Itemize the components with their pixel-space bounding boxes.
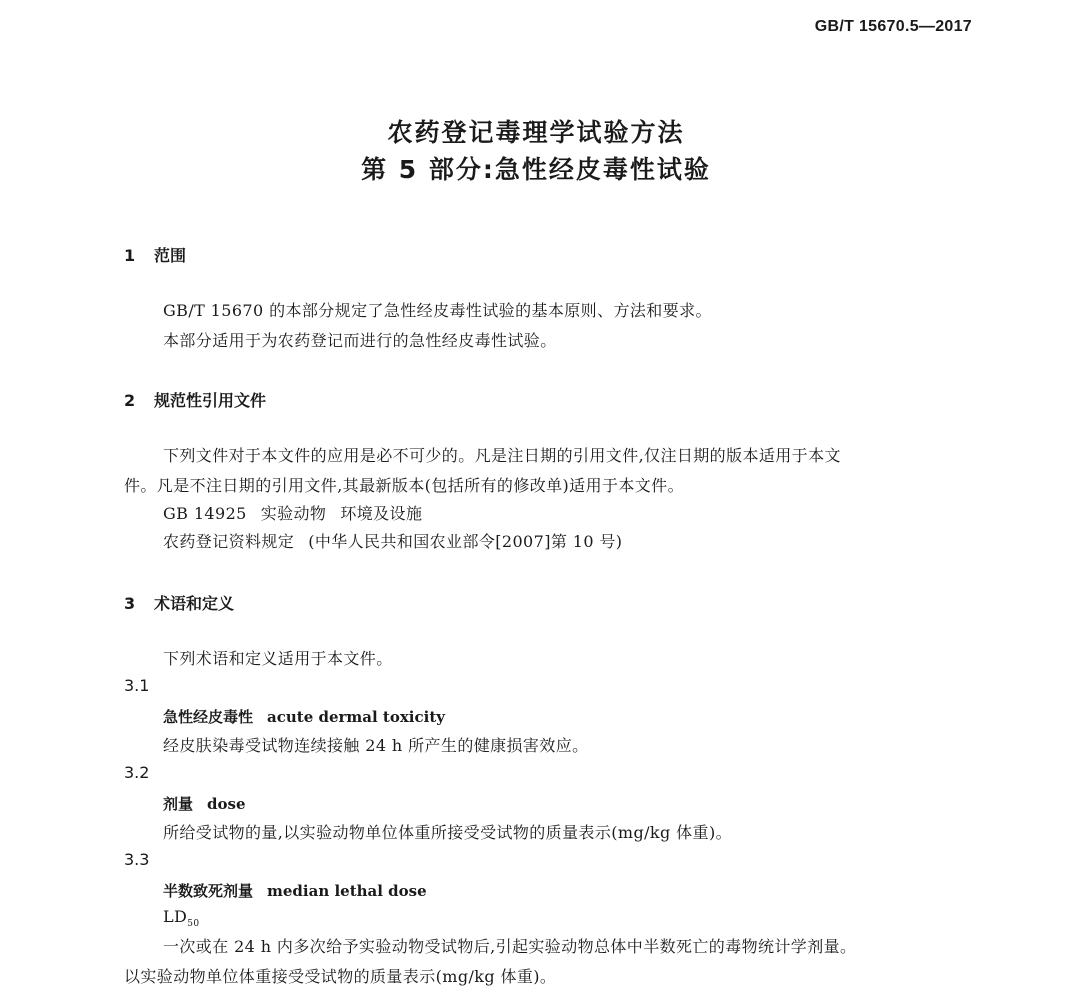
section-1-paragraph-1: GB/T 15670 的本部分规定了急性经皮毒性试验的基本原则、方法和要求。: [163, 301, 712, 320]
term-heading: [163, 880, 427, 901]
term-definition: 经皮肤染毒受试物连续接触 24 h 所产生的健康损害效应。: [163, 736, 589, 755]
section-1-paragraph-2: 本部分适用于为农药登记而进行的急性经皮毒性试验。: [163, 331, 557, 350]
reference-code: GB 14925: [163, 504, 247, 523]
section-number: 3: [124, 594, 136, 613]
section-2-paragraph-line-2: 件。凡是不注日期的引用文件,其最新版本(包括所有的修改单)适用于本文件。: [124, 476, 684, 495]
term-definition: 所给受试物的量,以实验动物单位体重所接受受试物的质量表示(mg/kg 体重)。: [163, 823, 732, 842]
document-title: 农药登记毒理学试验方法: [387, 118, 685, 147]
section-3-intro: 下列术语和定义适用于本文件。: [163, 649, 393, 668]
section-number: 2: [124, 391, 136, 410]
term-number: 3.1: [124, 676, 150, 695]
term-zh: 急性经皮毒性: [163, 708, 254, 726]
document-code: GB/T 15670.5—2017: [814, 18, 972, 35]
section-2-heading: [124, 388, 266, 411]
reference-title: 实验动物: [260, 504, 327, 523]
reference-source: (中华人民共和国农业部令[2007]第 10 号): [308, 532, 623, 551]
section-title: 范围: [154, 246, 187, 265]
term-en: dose: [207, 795, 246, 813]
term-heading: [163, 706, 445, 727]
term-en: acute dermal toxicity: [267, 708, 445, 726]
reference-title: 农药登记资料规定: [163, 532, 295, 551]
section-3-heading: [124, 591, 234, 614]
term-definition-line-2: 以实验动物单位体重接受受试物的质量表示(mg/kg 体重)。: [124, 967, 557, 986]
abbreviation-subscript: 50: [187, 919, 200, 930]
abbreviation-base: LD: [163, 907, 188, 926]
term-en: median lethal dose: [267, 882, 427, 900]
term-heading: [163, 793, 246, 814]
term-zh: 剂量: [163, 795, 194, 813]
term-definition-line-1: 一次或在 24 h 内多次给予实验动物受试物后,引起实验动物总体中半数死亡的毒物统计学剂量。: [163, 937, 857, 956]
section-2-paragraph-line-1: 下列文件对于本文件的应用是必不可少的。凡是注日期的引用文件,仅注日期的版本适用于本文: [163, 446, 841, 465]
term-number: 3.2: [124, 763, 150, 782]
reference-item-1: [163, 499, 422, 529]
section-1-heading: [124, 243, 186, 266]
document-subtitle: 第 5 部分:急性经皮毒性试验: [361, 155, 711, 184]
reference-subtitle: 环境及设施: [340, 504, 423, 523]
section-number: 1: [124, 246, 136, 265]
section-title: 术语和定义: [154, 594, 235, 613]
section-title: 规范性引用文件: [154, 391, 267, 410]
term-zh: 半数致死剂量: [163, 882, 254, 900]
term-number: 3.3: [124, 850, 150, 869]
reference-item-2: [163, 527, 622, 557]
